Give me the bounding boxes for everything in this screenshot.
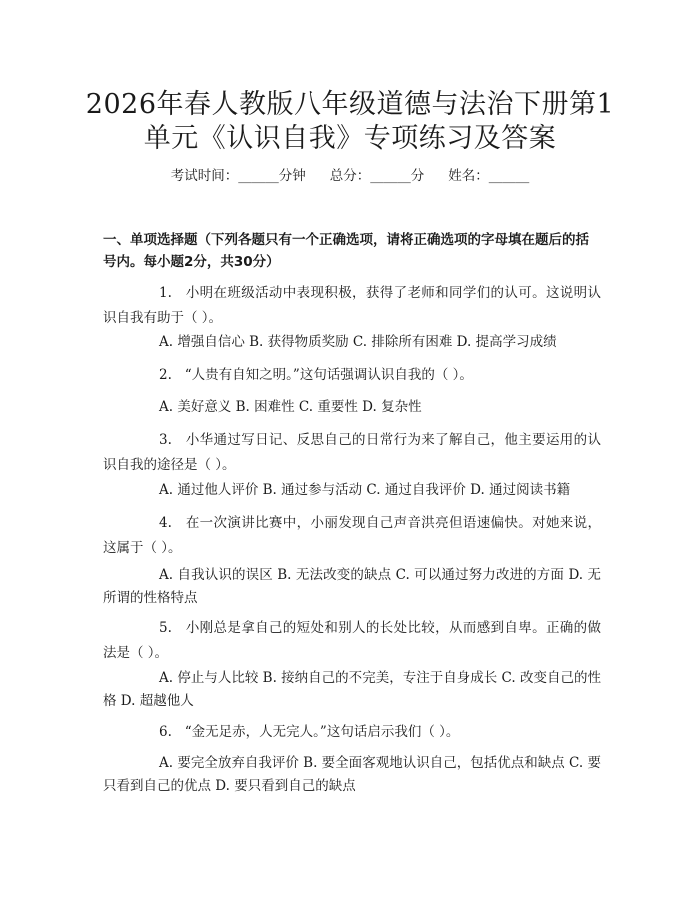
- question-4: [103, 511, 601, 561]
- question-number: 1.: [159, 285, 172, 301]
- question-number: 2.: [159, 367, 172, 383]
- section-heading-single-choice: 一、单项选择题（下列各题只有一个正确选项，请将正确选项的字母填在题后的括号内。每小题2分，共30分）: [103, 232, 589, 270]
- question-text: “人贵有自知之明。”这句话强调认识自我的（ ）。: [184, 367, 473, 383]
- question-5: [103, 616, 601, 666]
- question-number: 4.: [159, 515, 172, 531]
- exam-info-line: [0, 166, 700, 186]
- question-text: 小明在班级活动中表现积极，获得了老师和同学们的认可。这说明认识自我有助于（ ）。: [103, 285, 602, 326]
- question-1: [103, 281, 601, 331]
- question-text: 在一次演讲比赛中，小丽发现自己声音洪亮但语速偏快。对她来说，这属于（ ）。: [103, 515, 602, 556]
- question-6: [103, 720, 601, 745]
- total-score-field: 总分：______分: [329, 168, 425, 184]
- question-6-options: A. 要完全放弃自我评价 B. 要全面客观地认识自己，包括优点和缺点 C. 要只看到自己的优点 D. 要只看到自己的缺点: [103, 755, 601, 794]
- question-4-options: A. 自我认识的误区 B. 无法改变的缺点 C. 可以通过努力改进的方面 D. 无所谓的性格特点: [103, 567, 601, 606]
- student-name-field: 姓名：______: [448, 168, 530, 184]
- question-text: 小刚总是拿自己的短处和别人的长处比较，从而感到自卑。正确的做法是（ ）。: [103, 620, 602, 661]
- question-3: [103, 428, 601, 478]
- question-number: 5.: [159, 620, 172, 636]
- question-3-options: A. 通过他人评价 B. 通过参与活动 C. 通过自我评价 D. 通过阅读书籍: [159, 482, 571, 498]
- question-2: [103, 363, 601, 388]
- question-2-options: A. 美好意义 B. 困难性 C. 重要性 D. 复杂性: [159, 399, 422, 415]
- document-title-line-2: 单元《认识自我》专项练习及答案: [143, 123, 557, 154]
- question-number: 6.: [159, 724, 172, 740]
- document-title-line-1: 2026年春人教版八年级道德与法治下册第1: [85, 89, 615, 120]
- question-1-options: A. 增强自信心 B. 获得物质奖励 C. 排除所有困难 D. 提高学习成绩: [159, 334, 557, 350]
- exam-time-field: 考试时间：______分钟: [170, 168, 306, 184]
- question-5-options: A. 停止与人比较 B. 接纳自己的不完美，专注于自身成长 C. 改变自己的性格 D. 超越他人: [103, 670, 601, 709]
- question-text: “金无足赤，人无完人。”这句话启示我们（ ）。: [184, 724, 460, 740]
- question-number: 3.: [159, 432, 172, 448]
- question-text: 小华通过写日记、反思自己的日常行为来了解自己，他主要运用的认识自我的途径是（ ）。: [103, 432, 602, 473]
